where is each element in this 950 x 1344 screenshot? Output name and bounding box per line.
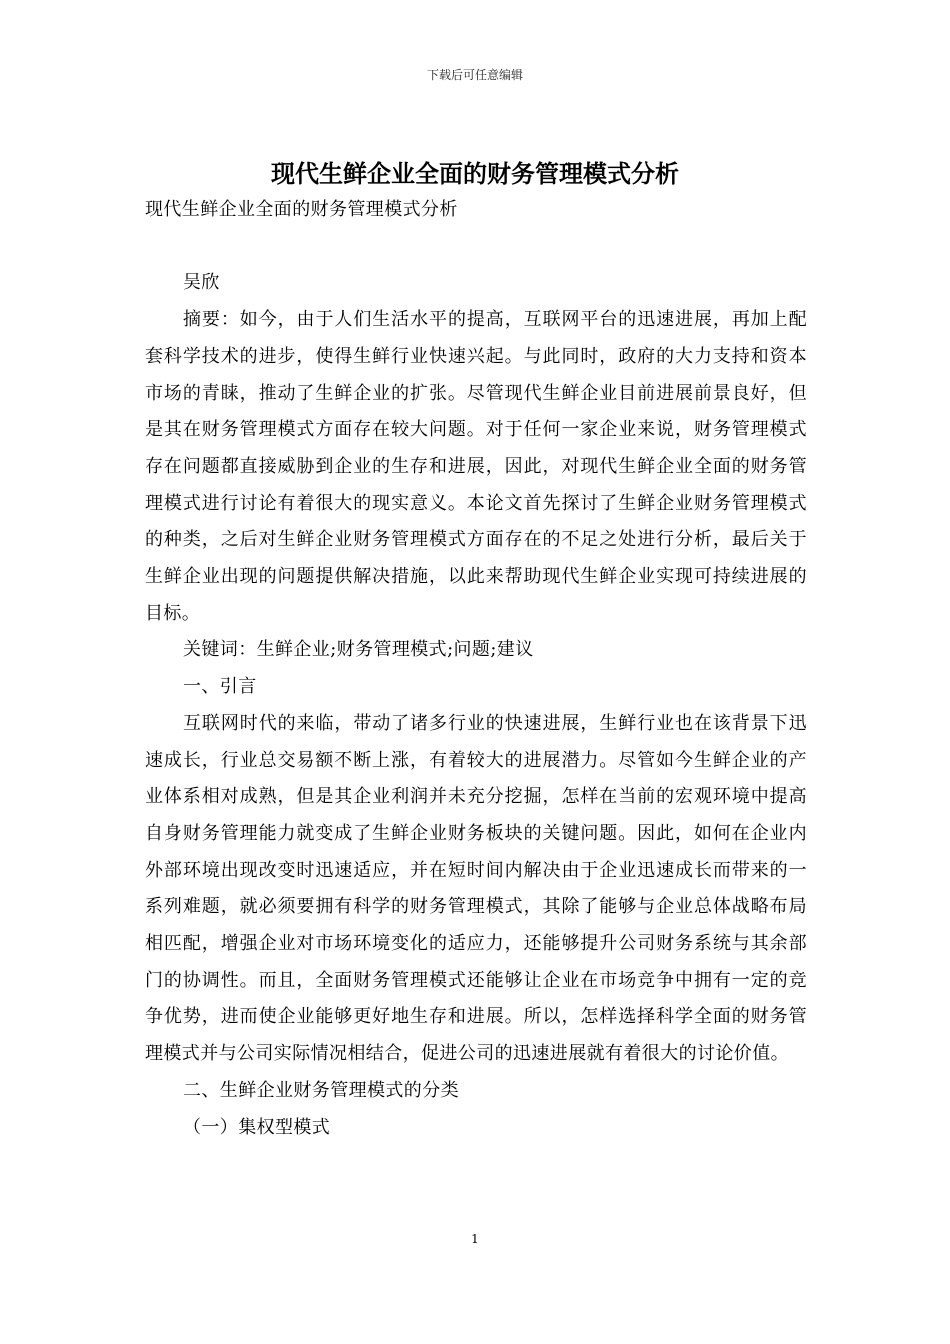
header-note: 下载后可任意编辑 [426,68,523,82]
page-number: 1 [471,1232,479,1246]
abstract-paragraph: 摘要：如今，由于人们生活水平的提高，互联网平台的迅速进展，再加上配套科学技术的进步，使得生鲜行业快速兴起。与此同时，政府的大力支持和资本市场的青睐，推动了生鲜企业的扩张。尽管现代生鲜企业目前进展前景良好，但是其在财务管理模式方面存在较大问题。对于任何一家企业来说，财务管理模式存在问题都直接威胁到企业的生存和进展，因此，对现代生鲜企业全面的财务管理模式进行讨论有着很大的现实意义。本论文首先探讨了生鲜企业财务管理模式的种类，之后对生鲜企业财务管理模式方面存在的不足之处进行分析，最后关于生鲜企业出现的问题提供解决措施，以此来帮助现代生鲜企业实现可持续进展的目标。 [145,309,807,624]
document-body [145,192,807,1146]
blank-line [145,229,807,266]
keywords-line: 关键词：生鲜企业;财务管理模式;问题;建议 [183,639,534,661]
section-heading-introduction: 一、引言 [183,676,257,698]
subsection-heading-centralized: （一）集权型模式 [183,1116,331,1138]
introduction-paragraph: 互联网时代的来临，带动了诸多行业的快速进展，生鲜行业也在该背景下迅速成长，行业总交易额不断上涨，有着较大的进展潜力。尽管如今生鲜企业的产业体系相对成熟，但是其企业利润并未充分挖掘，怎样在当前的宏观环境中提高自身财务管理能力就变成了生鲜企业财务板块的关键问题。因此，如何在企业内外部环境出现改变时迅速适应，并在短时间内解决由于企业迅速成长而带来的一系列难题，就必须要拥有科学的财务管理模式，其除了能够与企业总体战略布局相匹配，增强企业对市场环境变化的适应力，还能够提升公司财务系统与其余部门的协调性。而且，全面财务管理模式还能够让企业在市场竞争中拥有一定的竞争优势，进而使企业能够更好地生存和进展。所以，怎样选择科学全面的财务管理模式并与公司实际情况相结合，促进公司的迅速进展就有着很大的讨论价值。 [145,712,807,1065]
document-title: 现代生鲜企业全面的财务管理模式分析 [271,160,679,188]
author-name: 吴欣 [183,272,220,294]
section-heading-classification: 二、生鲜企业财务管理模式的分类 [183,1079,459,1101]
document-subtitle: 现代生鲜企业全面的财务管理模式分析 [145,199,458,220]
